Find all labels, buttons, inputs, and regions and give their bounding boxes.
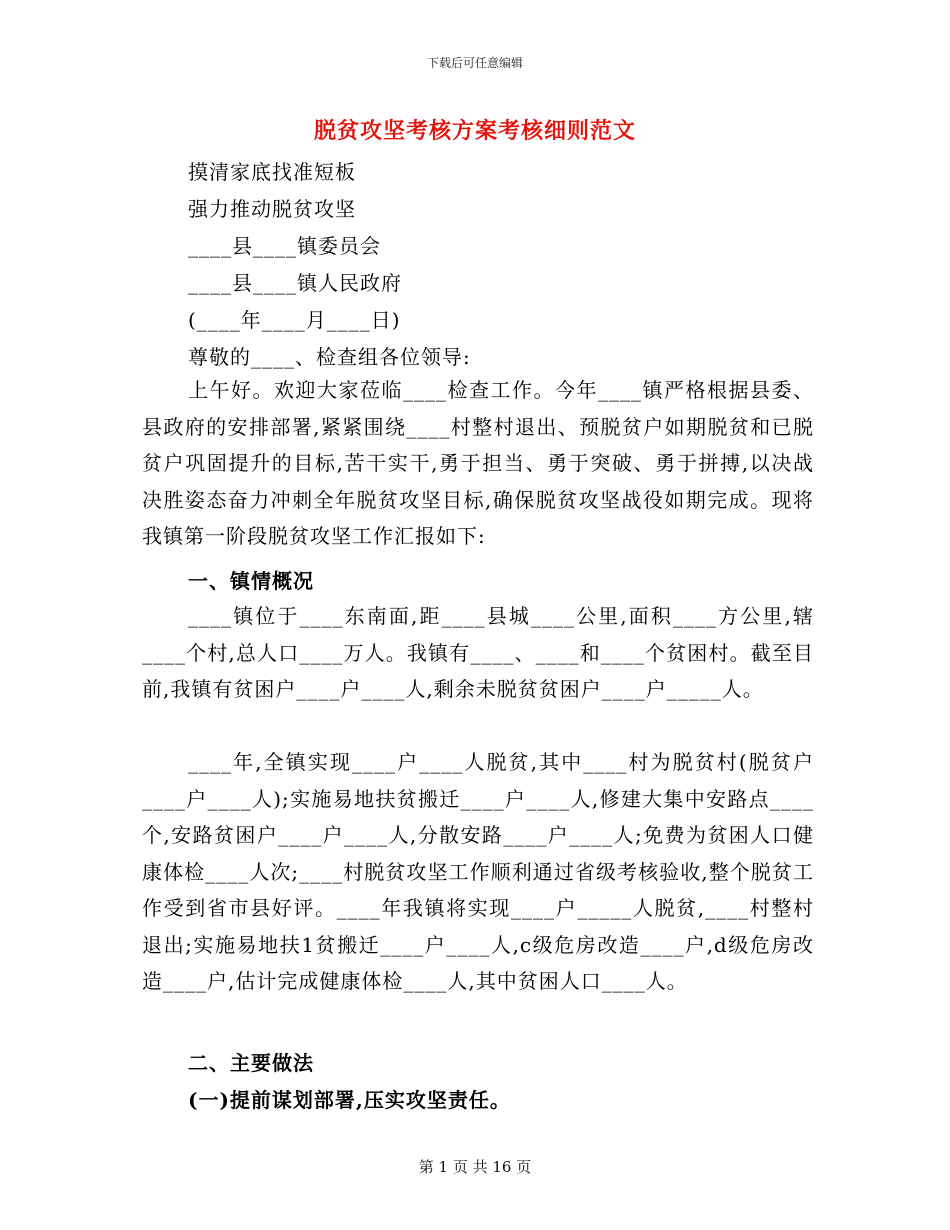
section-heading-2: 二、主要做法 [188, 1051, 314, 1075]
government-line: ____县____镇人民政府 [188, 271, 402, 295]
subtitle-line-1: 摸清家底找准短板 [188, 160, 356, 184]
subsection-heading-1: (一)提前谋划部署,压实攻坚责任。 [188, 1088, 511, 1112]
document-title: 脱贫攻坚考核方案考核细则范文 [313, 118, 636, 144]
committee-line: ____县____镇委员会 [188, 234, 381, 258]
overview-paragraph: ____镇位于____东南面,距____县城____公里,面积____方公里,辖____个村,总人口____万人。我镇有____、____和____个贫困村。截至目前,我镇有贫困户____户____人,剩余未脱贫贫困户____户_____人。 [142, 604, 814, 701]
intro-paragraph: 上午好。欢迎大家莅临____检查工作。今年____镇严格根据县委、县政府的安排部署,紧紧围绕____村整村退出、预脱贫户如期脱贫和已脱贫户巩固提升的目标,苦干实干,勇于担当、勇于突破、勇于拼搏,以决战决胜姿态奋力冲刺全年脱贫攻坚目标,确保脱贫攻坚战役如期完成。现将我镇第一阶段脱贫攻坚工作汇报如下: [142, 378, 814, 548]
achievements-paragraph: ____年,全镇实现____户____人脱贫,其中____村为脱贫村(脱贫户____户____人);实施易地扶贫搬迁____户____人,修建大集中安路点____个,安路贫困户____户____人,分散安路____户____人;免费为贫困人口健康体检____人次;____村脱贫攻坚工作顺利通过省级考核验收,整个脱贫工作受到省市县好评。____年我镇将实现____户_____人脱贫,____村整村退出;实施易地扶1贫搬迁____户____人,c级危房改造____户,d级危房改造____户,估计完成健康体检____人,其中贫困人口____人。 [142, 750, 814, 993]
salutation-line: 尊敬的____、检查组各位领导: [188, 345, 471, 369]
header-note: 下载后可任意编辑 [426, 56, 523, 70]
date-line: (____年____月____日) [188, 308, 401, 332]
page-footer: 第 1 页 共 16 页 [418, 1158, 532, 1176]
subtitle-line-2: 强力推动脱贫攻坚 [188, 197, 356, 221]
section-heading-1: 一、镇情概况 [188, 569, 314, 593]
